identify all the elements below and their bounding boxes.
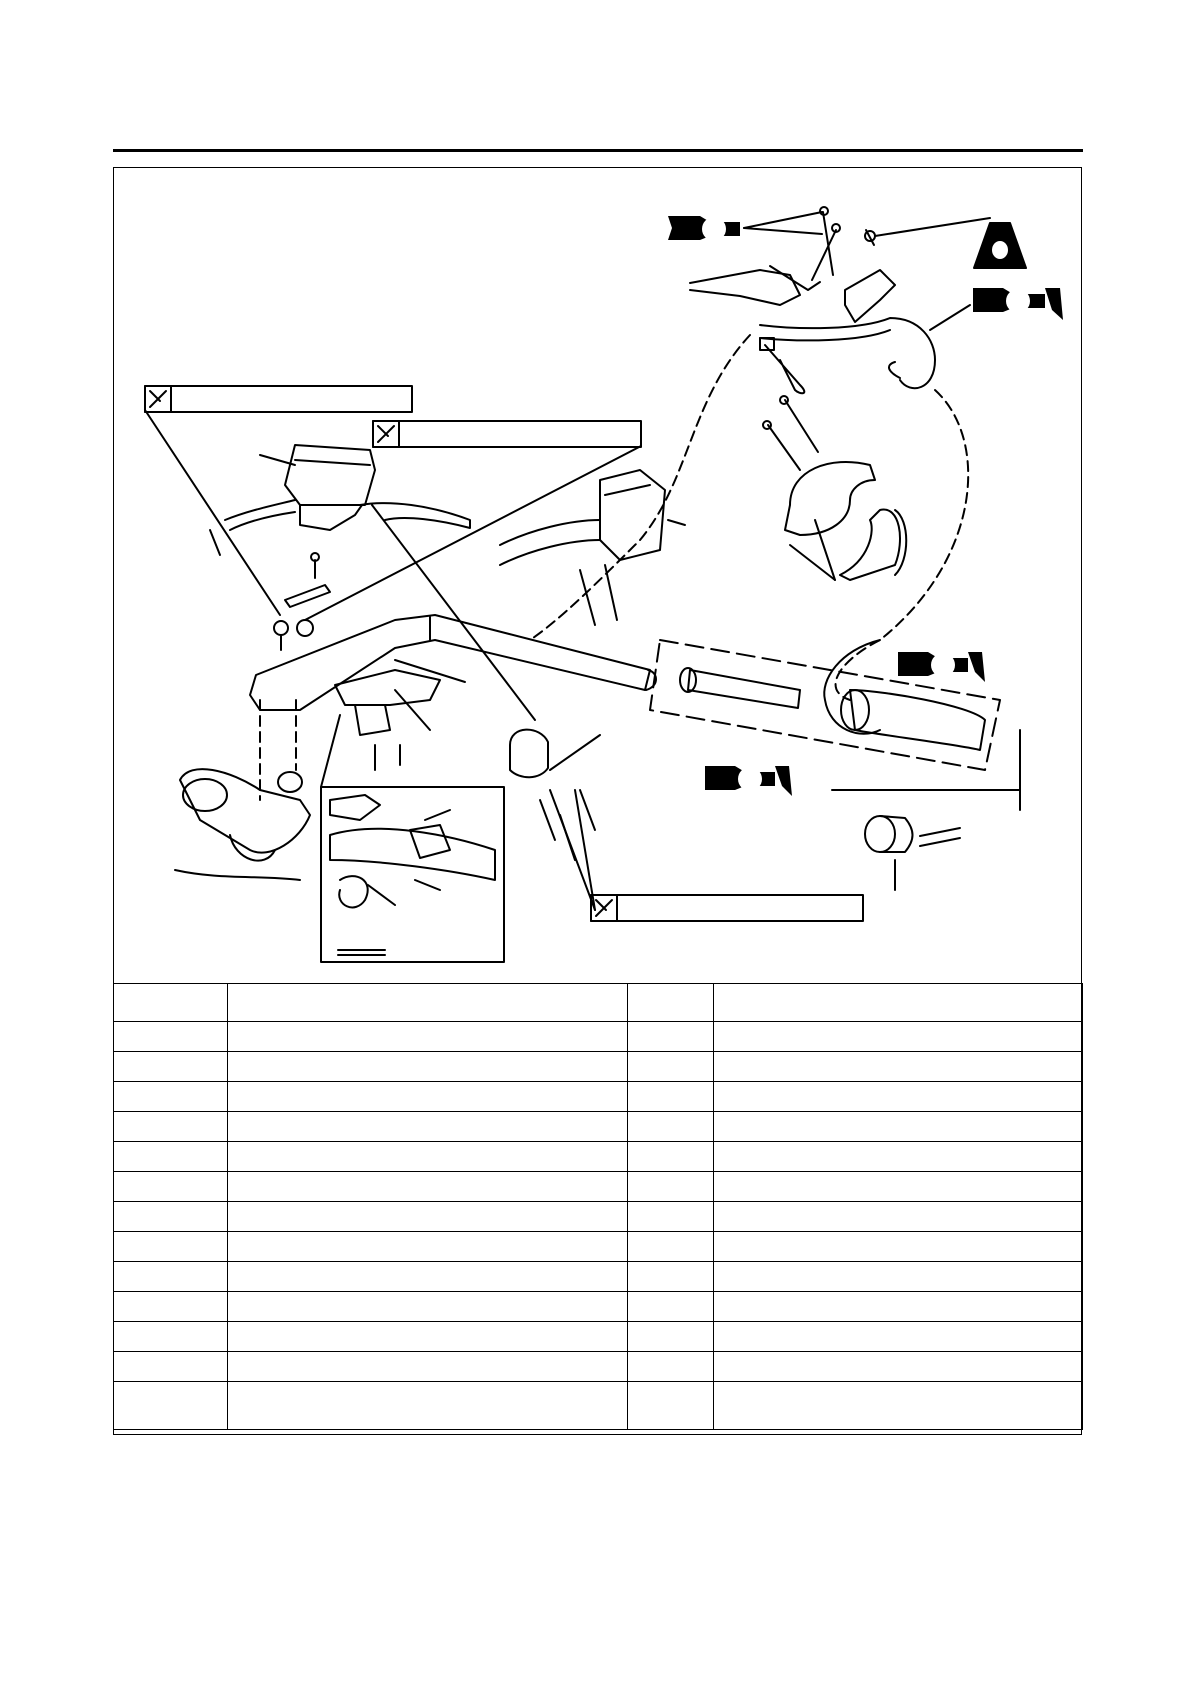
parts-table <box>113 983 1083 1430</box>
table-cell <box>228 984 628 1022</box>
table-row <box>114 1142 1083 1172</box>
table-cell <box>714 1262 1083 1292</box>
table-row <box>114 1322 1083 1352</box>
table-cell <box>114 1082 228 1112</box>
table-cell <box>714 1172 1083 1202</box>
table-cell <box>628 1142 714 1172</box>
torque-box-3 <box>591 895 863 921</box>
table-cell <box>114 1292 228 1322</box>
table-cell <box>228 1112 628 1142</box>
table-row <box>114 1112 1083 1142</box>
master-cylinder <box>225 445 470 530</box>
table-cell <box>628 1112 714 1142</box>
table-cell <box>114 1052 228 1082</box>
table-cell <box>714 1112 1083 1142</box>
table-cell <box>114 1322 228 1352</box>
table-cell <box>628 1292 714 1322</box>
table-cell <box>714 1202 1083 1232</box>
table-cell <box>228 1082 628 1112</box>
table-cell <box>628 1052 714 1082</box>
table-cell <box>228 1262 628 1292</box>
table-cell <box>114 984 228 1022</box>
grease-icon <box>973 288 1063 320</box>
table-cell <box>628 1262 714 1292</box>
locking-agent-icon <box>974 223 1026 268</box>
grease-icon <box>705 766 792 796</box>
table-cell <box>228 1142 628 1172</box>
throttle-housing <box>763 396 906 580</box>
table-cell <box>114 1382 228 1430</box>
table-cell <box>628 1322 714 1352</box>
table-cell <box>114 1022 228 1052</box>
table-row <box>114 1232 1083 1262</box>
grease-icon <box>668 216 740 241</box>
table-cell <box>228 1292 628 1322</box>
table-cell <box>114 1262 228 1292</box>
torque-box-1 <box>145 386 412 412</box>
table-cell <box>628 1022 714 1052</box>
torque-box-2 <box>373 421 641 447</box>
table-row <box>114 1082 1083 1112</box>
table-cell <box>628 1382 714 1430</box>
table-cell <box>714 1352 1083 1382</box>
table-cell <box>714 984 1083 1022</box>
handlebar <box>250 615 656 710</box>
detail-inset <box>321 715 504 962</box>
handlebar-switch <box>500 470 685 625</box>
table-cell <box>714 1082 1083 1112</box>
table-row <box>114 1292 1083 1322</box>
table-row <box>114 1352 1083 1382</box>
table-cell <box>114 1202 228 1232</box>
table-cell <box>228 1022 628 1052</box>
table-cell <box>714 1382 1083 1430</box>
table-row <box>114 1022 1083 1052</box>
table-cell <box>114 1112 228 1142</box>
table-cell <box>114 1172 228 1202</box>
cable-guide <box>760 218 990 388</box>
table-cell <box>714 1322 1083 1352</box>
table-row <box>114 1262 1083 1292</box>
table-cell <box>114 1232 228 1262</box>
table-cell <box>628 1202 714 1232</box>
table-cell <box>114 1352 228 1382</box>
table-cell <box>228 1172 628 1202</box>
grease-icon <box>898 652 985 682</box>
steering-stem <box>175 700 310 880</box>
table-cell <box>714 1142 1083 1172</box>
table-cell <box>228 1052 628 1082</box>
small-parts <box>210 530 330 650</box>
table-cell <box>714 1052 1083 1082</box>
table-row <box>114 1382 1083 1430</box>
table-cell <box>714 1292 1083 1322</box>
table-cell <box>714 1022 1083 1052</box>
mounting-bracket <box>335 660 465 770</box>
table-row <box>114 1052 1083 1082</box>
table-cell <box>628 984 714 1022</box>
table-cell <box>228 1322 628 1352</box>
handlebar-holder <box>510 730 600 860</box>
table-cell <box>628 1352 714 1382</box>
table-row <box>114 984 1083 1022</box>
table-cell <box>228 1232 628 1262</box>
table-cell <box>114 1142 228 1172</box>
table-row <box>114 1202 1083 1232</box>
table-cell <box>228 1202 628 1232</box>
table-cell <box>628 1232 714 1262</box>
table-row <box>114 1172 1083 1202</box>
table-cell <box>628 1082 714 1112</box>
table-cell <box>228 1382 628 1430</box>
bar-end <box>832 730 1020 890</box>
table-cell <box>228 1352 628 1382</box>
table-cell <box>714 1232 1083 1262</box>
table-cell <box>628 1172 714 1202</box>
